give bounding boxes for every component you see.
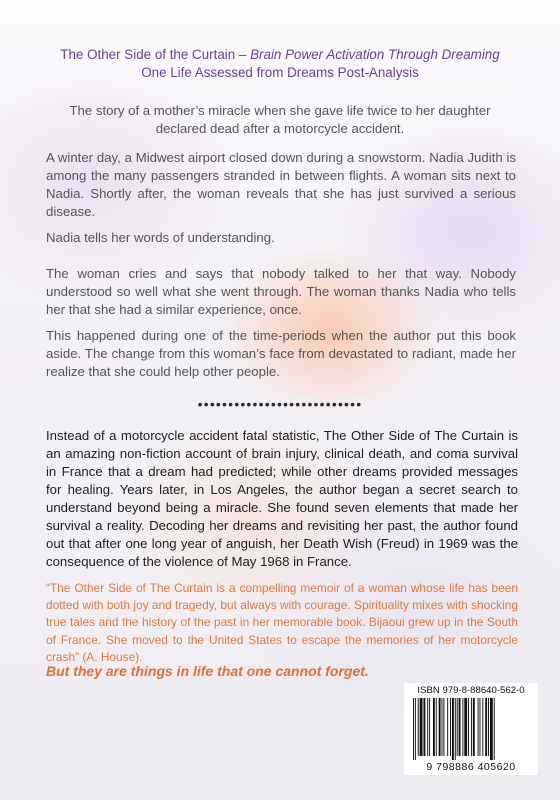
barcode-number: 9 798886 405620 xyxy=(426,761,516,773)
isbn-label: ISBN 979-8-88640-562-0 xyxy=(417,685,525,696)
review-quote: “The Other Side of The Curtain is a compelling memoir of a woman whose life has been dotted with both joy and tragedy, but always with courage. Spirituality mixes with shocking true tales and the history of the past in her memorable book. Bijaoui grew up in the South of France. She moved to the United States to escape the memories of her motorcycle crash” (A. House). xyxy=(46,581,518,664)
barcode-bar xyxy=(494,698,495,760)
tagline: But they are things in life that one cannot forget. xyxy=(46,663,369,679)
barcode-bar xyxy=(447,698,448,756)
barcode-bar xyxy=(478,698,479,756)
cover-title xyxy=(20,46,540,82)
barcode-bar xyxy=(413,698,414,760)
paragraph-author-realization: This happened during one of the time-periods when the author put this book aside. The change from this woman’s face from devastated to radiant, made her realize that she could help other people. xyxy=(46,328,516,379)
main-description: Instead of a motorcycle accident fatal statistic, The Other Side of The Curtain is an amazing non-fiction account of brain injury, clinical death, and coma survival in France that a dream had predicted; while other dreams provided messages for healing. Years later, in Los Angeles, the author began a secret search to understand beyond being a miracle. She found seven elements that made her survival a reality. Decoding her dreams and revisiting her past, the author found out that after one long year of anguish, her Death Wish (Freud) in 1969 was the consequence of the violence of May 1968 in France. xyxy=(46,428,518,569)
barcode-bar xyxy=(462,698,463,756)
barcode-bar xyxy=(490,698,493,760)
barcode-bar xyxy=(459,698,461,756)
barcode-bar xyxy=(427,698,428,756)
paragraph-understanding: Nadia tells her words of understanding. xyxy=(46,230,275,245)
barcode-bar xyxy=(423,698,425,756)
paragraph-woman-cries: The woman cries and says that nobody talked to her that way. Nobody understood so well what she went through. The woman thanks Nadia who tells her that she had a similar experience, once. xyxy=(46,266,516,317)
title-line-2: One Life Assessed from Dreams Post-Analysis xyxy=(141,65,419,80)
barcode-bar xyxy=(473,698,475,756)
intro-text: The story of a mother’s miracle when she gave life twice to her daughter declared dead after a motorcycle accident. xyxy=(69,103,491,136)
barcode-bar xyxy=(415,698,416,760)
barcode-bar xyxy=(468,698,469,756)
paragraph-airport: A winter day, a Midwest airport closed down during a snowstorm. Nadia Judith is among the many passengers stranded in between flights. A woman sits next to Nadia. Shortly after, the woman reveals that she has just survived a serious disease. xyxy=(46,150,516,219)
barcode-bar xyxy=(480,698,481,756)
title-plain: The Other Side of the Curtain – xyxy=(60,47,251,62)
barcode-bar xyxy=(443,698,444,756)
title-line-1 xyxy=(20,46,540,64)
barcode-bar xyxy=(450,698,451,756)
barcode-bar xyxy=(452,698,454,760)
barcode-bar xyxy=(418,698,419,756)
isbn-barcode xyxy=(404,683,538,775)
barcode-bar xyxy=(464,698,467,756)
barcode-bar xyxy=(485,698,487,756)
barcode-bar xyxy=(433,698,435,756)
barcode-bar xyxy=(436,698,437,756)
barcode-bar xyxy=(455,698,456,760)
barcode-bars xyxy=(413,698,529,760)
barcode-bar xyxy=(442,698,443,756)
barcode-bar xyxy=(482,698,483,756)
barcode-bar xyxy=(439,698,441,756)
barcode-bar xyxy=(471,698,472,756)
barcode-bar xyxy=(488,698,489,756)
barcode-bar xyxy=(429,698,430,756)
title-subtitle-italic: Brain Power Activation Through Dreaming xyxy=(250,47,500,62)
dot-divider: ••••••••••••••••••••••••••• xyxy=(197,396,363,412)
barcode-bar xyxy=(420,698,423,756)
barcode-bar xyxy=(457,698,458,756)
